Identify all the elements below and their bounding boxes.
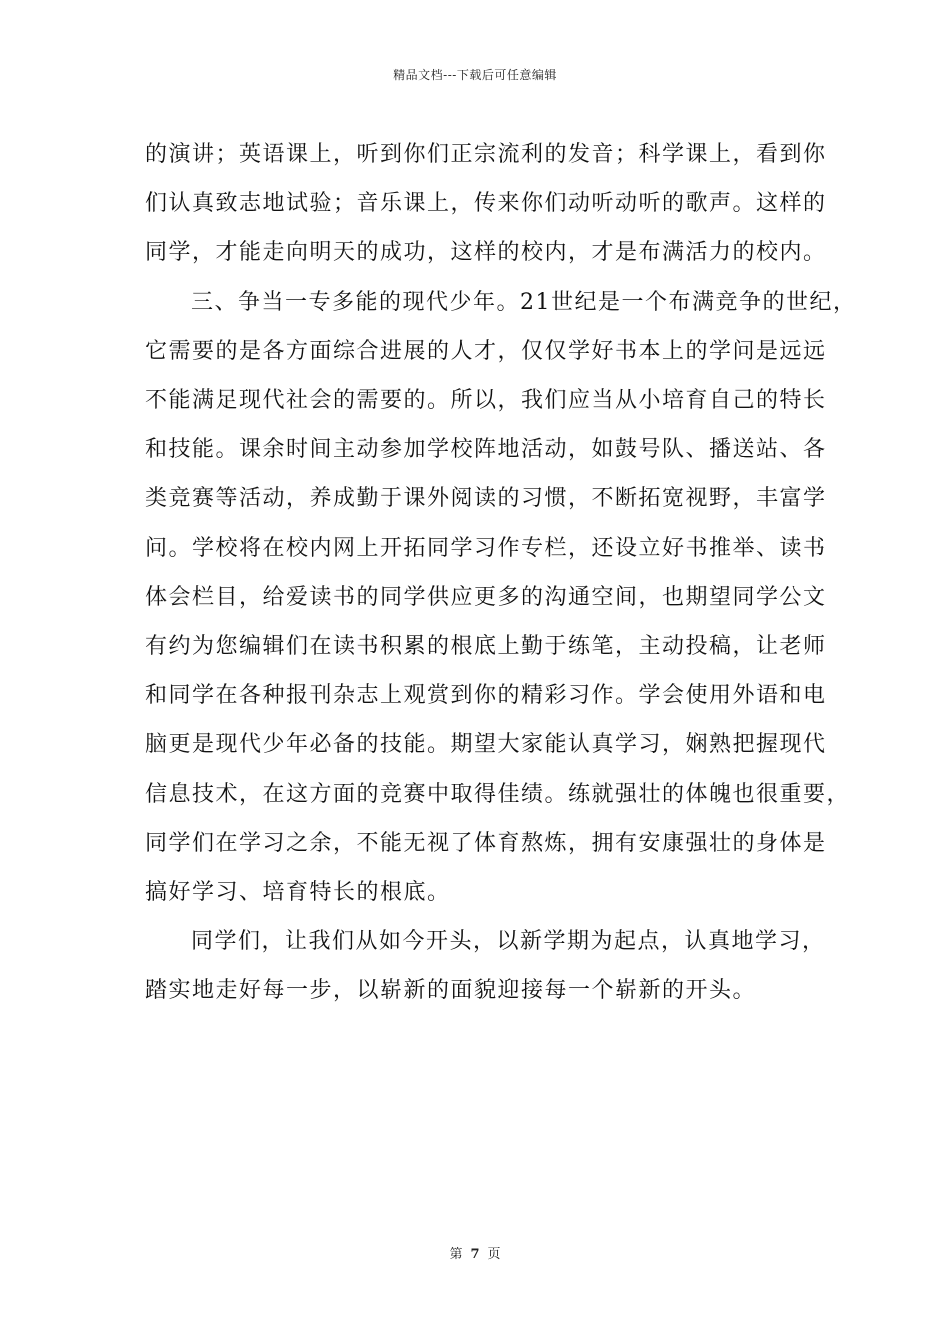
text-line: 类竞赛等活动，养成勤于课外阅读的习惯，不断拓宽视野，丰富学 <box>145 486 827 512</box>
page-number: 7 <box>470 1247 480 1262</box>
text-line: 搞好学习、培育特长的根底。 <box>145 880 451 906</box>
text-line: 体会栏目，给爱读书的同学供应更多的沟通空间，也期望同学公文 <box>145 584 827 610</box>
text-line: 们认真致志地试验；音乐课上，传来你们动听动听的歌声。这样的 <box>145 191 827 217</box>
text-line: 同学们，让我们从如今开头，以新学期为起点，认真地学习， <box>191 929 826 955</box>
text-line: 脑更是现代少年必备的技能。期望大家能认真学习，娴熟把握现代 <box>145 732 827 758</box>
paragraph <box>145 917 825 1015</box>
text-line: 不能满足现代社会的需要的。所以，我们应当从小培育自己的特长 <box>145 388 827 414</box>
page-footer <box>0 1243 950 1262</box>
page-header: 精品文档---下载后可任意编辑 <box>393 68 557 82</box>
text-line: 同学们在学习之余，不能无视了体育熬炼，拥有安康强壮的身体是 <box>145 830 827 856</box>
paragraph <box>145 130 825 278</box>
text-line: 和同学在各种报刊杂志上观赏到你的精彩习作。学会使用外语和电 <box>145 683 827 709</box>
page-label-prefix: 第 <box>449 1247 463 1262</box>
text-line: 同学，才能走向明天的成功，这样的校内，才是布满活力的校内。 <box>145 240 827 266</box>
text-line: 和技能。课余时间主动参加学校阵地活动，如鼓号队、播送站、各 <box>145 437 827 463</box>
page-label-suffix: 页 <box>487 1247 501 1262</box>
text-line: 它需要的是各方面综合进展的人才，仅仅学好书本上的学问是远远 <box>145 338 827 364</box>
text-line: 三、争当一专多能的现代少年。21世纪是一个布满竞争的世纪， <box>191 289 857 315</box>
document-body <box>145 130 857 1016</box>
paragraph <box>145 278 857 918</box>
text-line: 踏实地走好每一步，以崭新的面貌迎接每一个崭新的开头。 <box>145 978 757 1004</box>
text-line: 有约为您编辑们在读书积累的根底上勤于练笔，主动投稿，让老师 <box>145 634 827 660</box>
text-line: 的演讲；英语课上，听到你们正宗流利的发音；科学课上，看到你 <box>145 142 827 167</box>
text-line: 信息技术，在这方面的竞赛中取得佳绩。练就强壮的体魄也很重要， <box>145 781 851 807</box>
text-line: 问。学校将在校内网上开拓同学习作专栏，还设立好书推举、读书 <box>145 535 827 561</box>
